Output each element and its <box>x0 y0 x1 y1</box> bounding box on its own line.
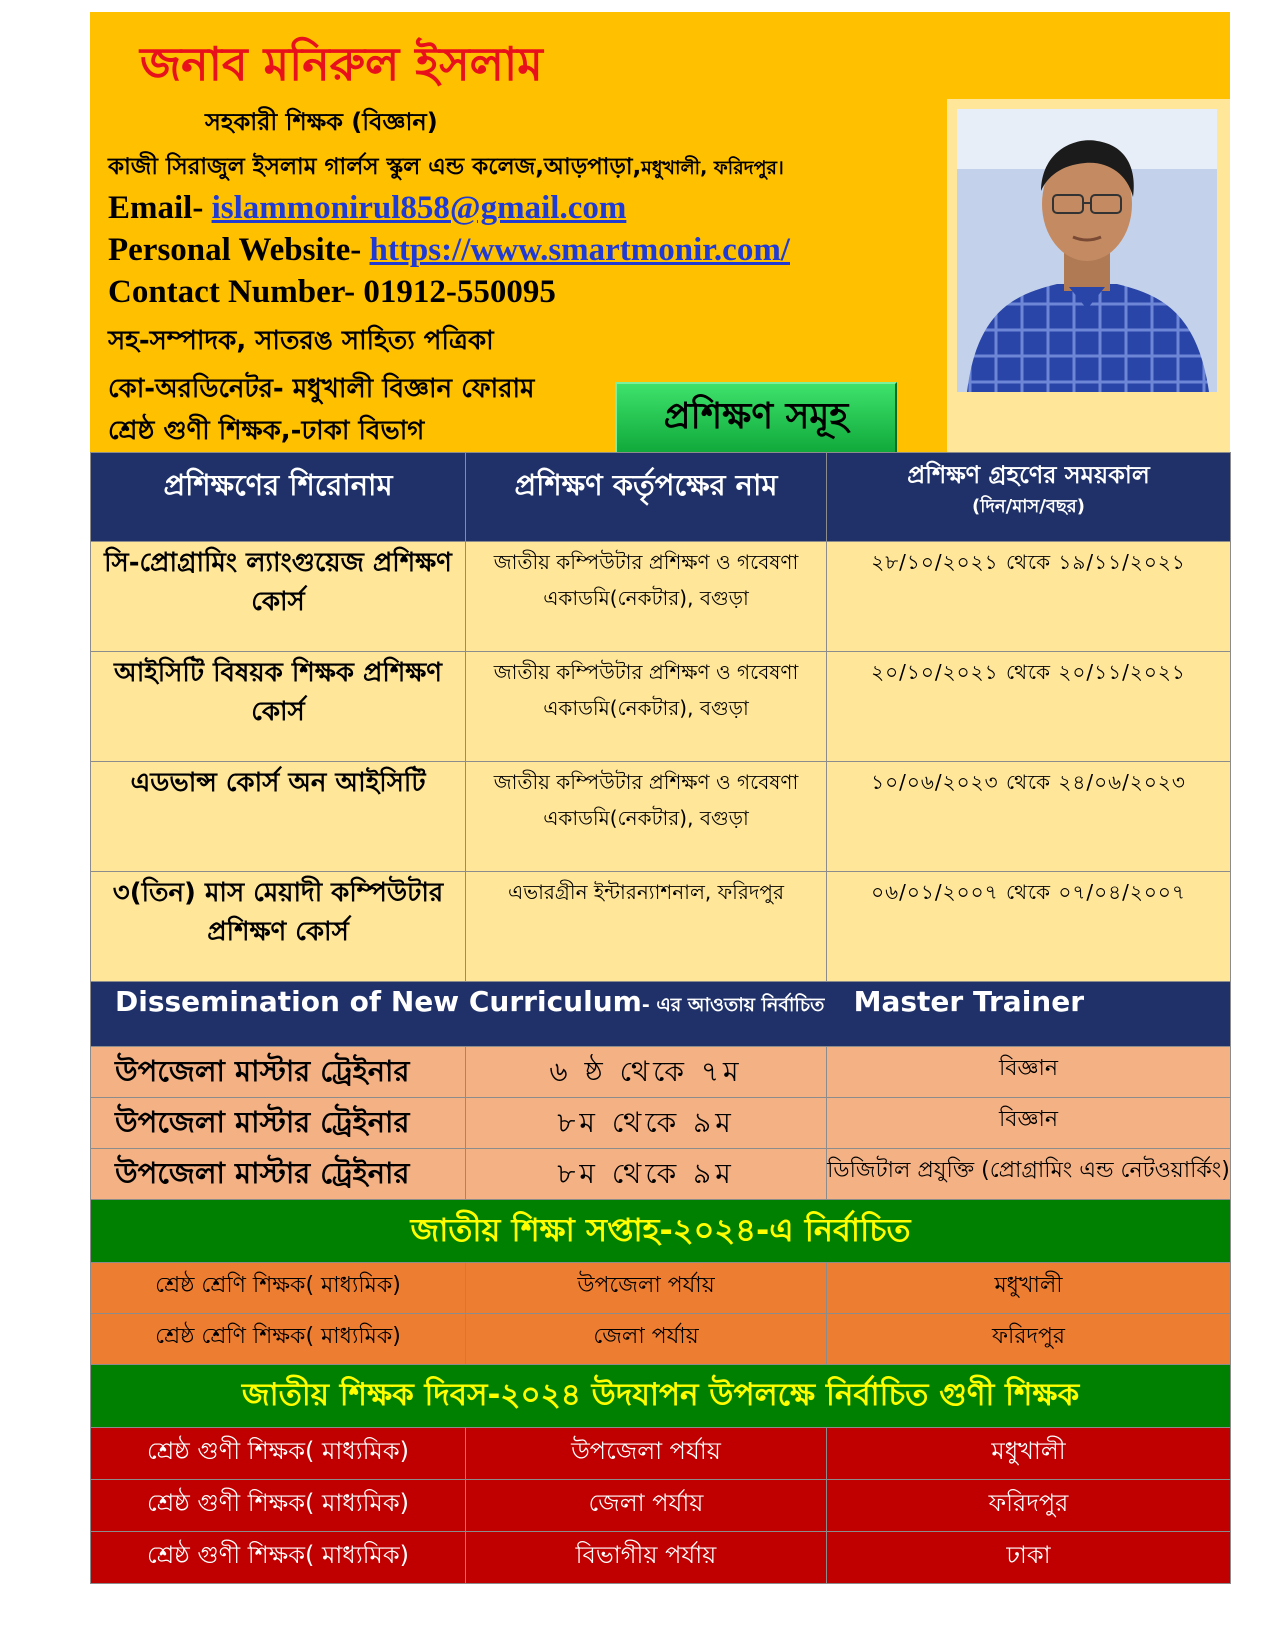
website-link[interactable]: https://www.smartmonir.com/ <box>369 232 790 268</box>
table-row <box>91 1428 1231 1480</box>
teachers-day-heading-row <box>91 1365 1231 1428</box>
trainer-subject: বিজ্ঞান <box>827 1047 1231 1098</box>
training-authority: এভারগ্রীন ইন্টারন্যাশনাল, ফরিদপুর <box>466 872 827 982</box>
award-level: উপজেলা পর্যায় <box>466 1428 827 1480</box>
table-row <box>91 1314 1231 1365</box>
trainings-header-row <box>91 453 1231 542</box>
table-row <box>91 1480 1231 1532</box>
award-level: উপজেলা পর্যায় <box>466 1263 827 1314</box>
training-title: সি-প্রোগ্রামিং ল্যাংগুয়েজ প্রশিক্ষণ কোর্স <box>91 542 466 652</box>
website-line <box>108 232 790 269</box>
photo-frame <box>947 99 1230 452</box>
trainer-role: উপজেলা মাস্টার ট্রেইনার <box>91 1149 466 1200</box>
trainer-grades: ৬ ষ্ঠ থেকে ৭ম <box>466 1047 827 1098</box>
training-title: আইসিটি বিষয়ক শিক্ষক প্রশিক্ষণ কোর্স <box>91 652 466 762</box>
col-title-header: প্রশিক্ষণের শিরোনাম <box>91 453 466 542</box>
award-level: জেলা পর্যায় <box>466 1314 827 1365</box>
profile-header <box>90 12 1230 452</box>
col-period-header <box>827 453 1231 542</box>
curriculum-heading <box>91 982 1231 1047</box>
training-authority: জাতীয় কম্পিউটার প্রশিক্ষণ ও গবেষণা একাডমি(নেকটার), বগুড়া <box>466 762 827 872</box>
website-label: Personal Website- <box>108 232 362 268</box>
institution-name: কাজী সিরাজুল ইসলাম গার্লস স্কুল এন্ড কলেজ,আড়পাড়া, <box>108 154 642 180</box>
teachers-day-heading: জাতীয় শিক্ষক দিবস-২০২৪ উদযাপন উপলক্ষে নির্বাচিত গুণী শিক্ষক <box>91 1365 1231 1428</box>
training-period: ১০/০৬/২০২৩ থেকে ২৪/০৬/২০২৩ <box>827 762 1231 872</box>
table-row <box>91 872 1231 982</box>
award-title: শ্রেষ্ঠ গুণী শিক্ষক( মাধ্যমিক) <box>91 1428 466 1480</box>
col-period-note: (দিন/মাস/বছর) <box>972 496 1085 517</box>
col-authority-header: প্রশিক্ষণ কর্তৃপক্ষের নাম <box>466 453 827 542</box>
award-place: মধুখালী <box>827 1428 1231 1480</box>
trainer-subject: বিজ্ঞান <box>827 1098 1231 1149</box>
curriculum-heading-role: Master Trainer <box>853 985 1085 1018</box>
training-title: ৩(তিন) মাস মেয়াদী কম্পিউটার প্রশিক্ষণ কোর্স <box>91 872 466 982</box>
trainer-role: উপজেলা মাস্টার ট্রেইনার <box>91 1098 466 1149</box>
trainings-button[interactable]: প্রশিক্ষণ সমূহ <box>615 382 897 452</box>
training-authority: জাতীয় কম্পিউটার প্রশিক্ষণ ও গবেষণা একাডমি(নেকটার), বগুড়া <box>466 652 827 762</box>
email-label: Email- <box>108 190 204 226</box>
award-place: ঢাকা <box>827 1532 1231 1584</box>
role-best-teacher: শ্রেষ্ঠ গুণী শিক্ষক,-ঢাকা বিভাগ <box>108 416 425 446</box>
col-period-label: প্রশিক্ষণ গ্রহণের সময়কাল <box>907 461 1150 489</box>
award-title: শ্রেষ্ঠ শ্রেণি শিক্ষক( মাধ্যমিক) <box>91 1314 466 1365</box>
designation: সহকারী শিক্ষক (বিজ্ঞান) <box>205 108 438 136</box>
table-row <box>91 1532 1231 1584</box>
person-name: জনাব মনিরুল ইসলাম <box>140 37 543 91</box>
award-level: বিভাগীয় পর্যায় <box>466 1532 827 1584</box>
role-coordinator: কো-অরডিনেটর- মধুখালী বিজ্ঞান ফোরাম <box>108 374 535 404</box>
profile-photo <box>957 109 1217 392</box>
role-editor: সহ-সম্পাদক, সাতরঙ সাহিত্য পত্রিকা <box>108 326 494 356</box>
trainer-grades: ৮ম থেকে ৯ম <box>466 1149 827 1200</box>
award-level: জেলা পর্যায় <box>466 1480 827 1532</box>
table-row <box>91 1047 1231 1098</box>
award-title: শ্রেষ্ঠ শ্রেণি শিক্ষক( মাধ্যমিক) <box>91 1263 466 1314</box>
trainings-table <box>90 452 1231 1584</box>
award-title: শ্রেষ্ঠ গুণী শিক্ষক( মাধ্যমিক) <box>91 1532 466 1584</box>
training-period: ২৮/১০/২০২১ থেকে ১৯/১১/২০২১ <box>827 542 1231 652</box>
award-place: ফরিদপুর <box>827 1480 1231 1532</box>
table-row <box>91 1263 1231 1314</box>
institution-location: মধুখালী, ফরিদপুর। <box>641 157 784 179</box>
profile-page <box>90 12 1230 1584</box>
table-row <box>91 1098 1231 1149</box>
email-line <box>108 190 626 227</box>
table-row <box>91 1149 1231 1200</box>
training-title: এডভান্স কোর্স অন আইসিটি <box>91 762 466 872</box>
curriculum-heading-en: Dissemination of New Curriculum <box>115 985 642 1018</box>
education-week-heading-row <box>91 1200 1231 1263</box>
award-title: শ্রেষ্ঠ গুণী শিক্ষক( মাধ্যমিক) <box>91 1480 466 1532</box>
curriculum-heading-bn: - এর আওতায় নির্বাচিত <box>641 994 825 1016</box>
trainer-grades: ৮ম থেকে ৯ম <box>466 1098 827 1149</box>
email-link[interactable]: islammonirul858@gmail.com <box>211 190 627 226</box>
training-authority: জাতীয় কম্পিউটার প্রশিক্ষণ ও গবেষণা একাডমি(নেকটার), বগুড়া <box>466 542 827 652</box>
institution <box>108 148 784 187</box>
table-row <box>91 542 1231 652</box>
education-week-heading: জাতীয় শিক্ষা সপ্তাহ-২০২৪-এ নির্বাচিত <box>91 1200 1231 1263</box>
table-row <box>91 652 1231 762</box>
training-period: ২০/১০/২০২১ থেকে ২০/১১/২০২১ <box>827 652 1231 762</box>
curriculum-heading-row <box>91 982 1231 1047</box>
trainer-role: উপজেলা মাস্টার ট্রেইনার <box>91 1047 466 1098</box>
award-place: ফরিদপুর <box>827 1314 1231 1365</box>
training-period: ০৬/০১/২০০৭ থেকে ০৭/০৪/২০০৭ <box>827 872 1231 982</box>
trainer-subject: ডিজিটাল প্রযুক্তি (প্রোগ্রামিং এন্ড নেটওয়ার্কিং) <box>827 1149 1231 1200</box>
contact-number: Contact Number- 01912-550095 <box>108 274 556 310</box>
table-row <box>91 762 1231 872</box>
award-place: মধুখালী <box>827 1263 1231 1314</box>
